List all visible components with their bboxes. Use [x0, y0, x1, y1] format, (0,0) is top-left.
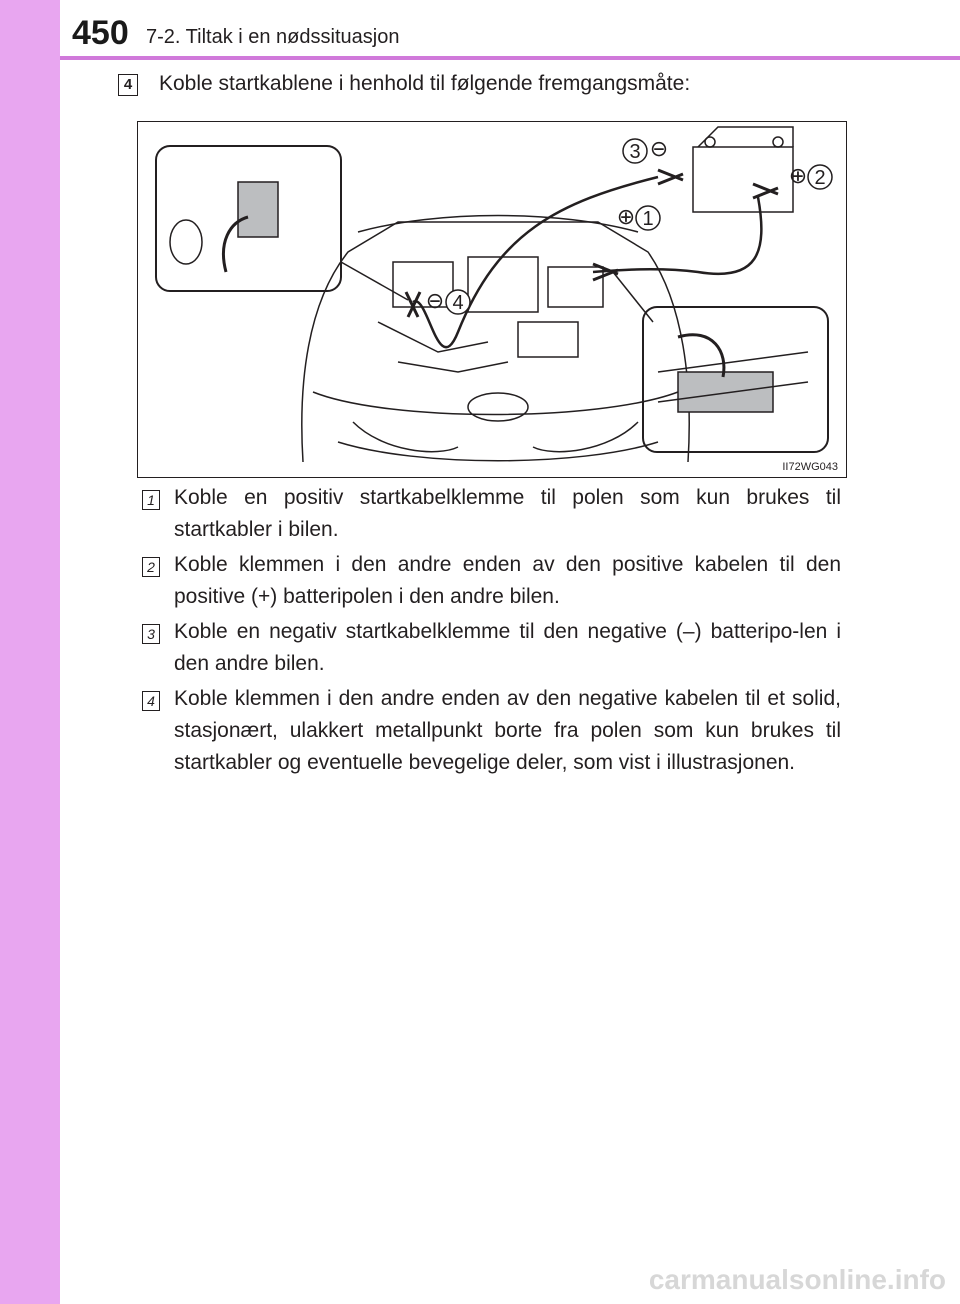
jump-start-illustration [137, 121, 847, 478]
callout-3 [623, 136, 668, 163]
callout-1-sign: ⊕ [616, 204, 636, 229]
item-number-1: 1 [142, 490, 160, 510]
callout-1-label: 1 [642, 208, 654, 230]
instruction-1: Koble en positiv startkabelklemme til polen som kun brukes til startkabler i bilen. [174, 486, 841, 541]
header-rule [60, 56, 960, 60]
item-number-3: 3 [142, 624, 160, 644]
callout-4 [426, 288, 470, 314]
section-title: 7-2. Tiltak i en nødssituasjon [146, 26, 400, 48]
callout-4-label: 4 [452, 292, 464, 314]
figure-code: II72WG043 [782, 461, 838, 473]
callout-3-label: 3 [629, 141, 641, 163]
callout-3-sign: ⊖ [649, 136, 669, 161]
callout-4-sign: ⊖ [425, 288, 445, 313]
side-color-strip [0, 0, 60, 1304]
watermark: carmanualsonline.info [648, 1264, 946, 1295]
callout-2-label: 2 [814, 167, 826, 189]
step-number-box: 4 [118, 74, 138, 96]
callout-2-sign: ⊕ [788, 163, 808, 188]
illustration-drawing [138, 122, 845, 476]
instruction-4: Koble klemmen i den andre enden av den negative kabelen til et solid, stasjonært, ulakkert metallpunkt borte fra polen som kun brukes til startkabler og eventuelle bevegelige deler, som vist i illustrasjonen. [174, 687, 841, 774]
callout-1 [617, 204, 660, 230]
item-number-4: 4 [142, 691, 160, 711]
instruction-3: Koble en negativ startkabelklemme til den negative (–) batteripo-len i den andre bilen. [174, 620, 841, 675]
step-text: Koble startkablene i henhold til følgende fremgangsmåte: [159, 72, 691, 95]
item-number-2: 2 [142, 557, 160, 577]
page-number: 450 [72, 14, 129, 52]
callout-2 [789, 163, 832, 189]
instruction-2: Koble klemmen i den andre enden av den positive kabelen til den positive (+) batteripolen i den andre bilen. [174, 553, 841, 608]
